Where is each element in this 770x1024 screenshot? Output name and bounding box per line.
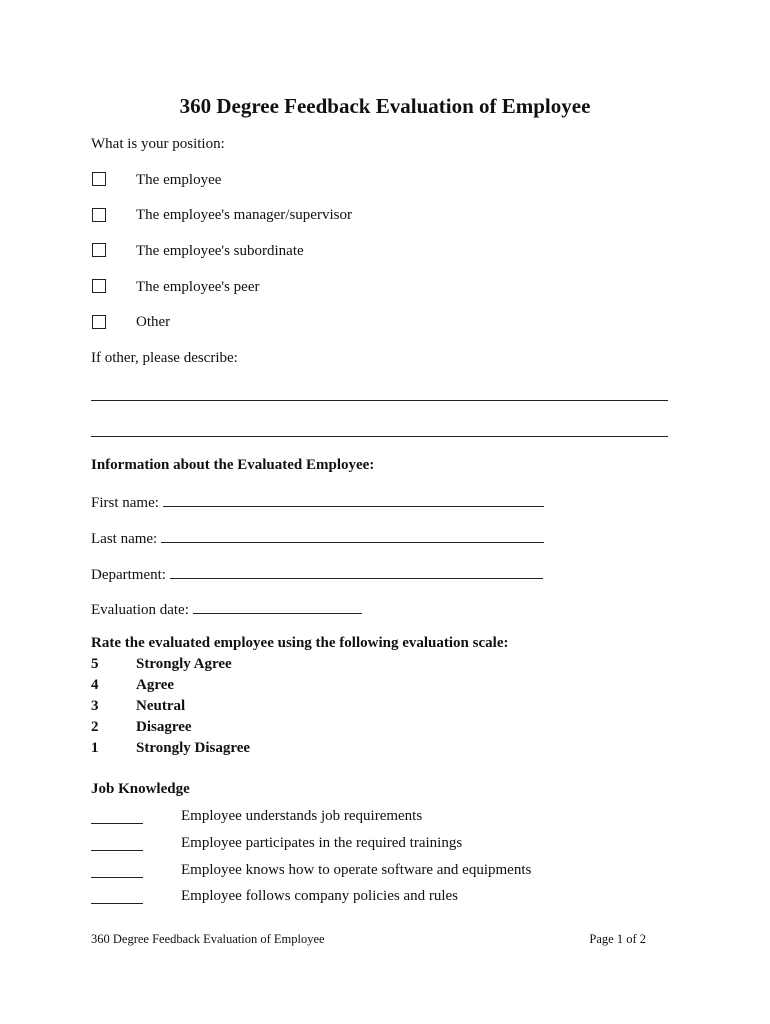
last-name-input[interactable]	[161, 528, 544, 543]
other-prompt: If other, please describe:	[91, 350, 238, 366]
department-label: Department:	[91, 567, 166, 583]
option-label: The employee's manager/supervisor	[136, 207, 352, 223]
position-question: What is your position:	[91, 136, 225, 152]
department-input[interactable]	[170, 564, 543, 579]
checkbox-peer[interactable]	[92, 279, 106, 293]
page-number: Page 1 of 2	[589, 932, 646, 946]
scale-heading: Rate the evaluated employee using the following evaluation scale:	[91, 635, 509, 651]
footer-title: 360 Degree Feedback Evaluation of Employee	[91, 932, 325, 946]
last-name-label: Last name:	[91, 531, 158, 547]
describe-line-2[interactable]	[91, 436, 668, 437]
scale-value: 3	[91, 698, 99, 714]
scale-label: Strongly Disagree	[136, 740, 251, 756]
scale-label: Agree	[136, 677, 175, 693]
last-name-row	[91, 528, 544, 548]
option-label: Other	[136, 314, 171, 330]
statement: Employee participates in the required trainings	[181, 835, 463, 851]
option-label: The employee	[136, 172, 222, 188]
rating-blank[interactable]	[91, 850, 143, 851]
info-heading: Information about the Evaluated Employee:	[91, 457, 375, 473]
first-name-input[interactable]	[163, 492, 544, 507]
scale-value: 5	[91, 656, 99, 672]
evaluation-date-input[interactable]	[193, 599, 362, 614]
describe-line-1[interactable]	[91, 400, 668, 401]
scale-value: 4	[91, 677, 99, 693]
statement: Employee follows company policies and rules	[181, 888, 459, 904]
page-title: 360 Degree Feedback Evaluation of Employee	[179, 94, 591, 118]
checkbox-other[interactable]	[92, 315, 106, 329]
department-row	[91, 564, 543, 584]
rating-blank[interactable]	[91, 823, 143, 824]
rating-blank[interactable]	[91, 903, 143, 904]
checkbox-subordinate[interactable]	[92, 243, 106, 257]
statement: Employee knows how to operate software and equipments	[181, 862, 532, 878]
section-heading: Job Knowledge	[91, 781, 190, 797]
evaluation-date-label: Evaluation date:	[91, 602, 189, 618]
scale-value: 1	[91, 740, 99, 756]
scale-label: Disagree	[136, 719, 192, 735]
scale-label: Neutral	[136, 698, 186, 714]
checkbox-employee[interactable]	[92, 172, 106, 186]
first-name-row	[91, 492, 544, 512]
evaluation-date-row	[91, 599, 362, 619]
scale-value: 2	[91, 719, 99, 735]
first-name-label: First name:	[91, 495, 159, 511]
checkbox-manager[interactable]	[92, 208, 106, 222]
rating-blank[interactable]	[91, 877, 143, 878]
option-label: The employee's subordinate	[136, 243, 304, 259]
statement: Employee understands job requirements	[181, 808, 423, 824]
option-label: The employee's peer	[136, 279, 260, 295]
scale-label: Strongly Agree	[136, 656, 232, 672]
